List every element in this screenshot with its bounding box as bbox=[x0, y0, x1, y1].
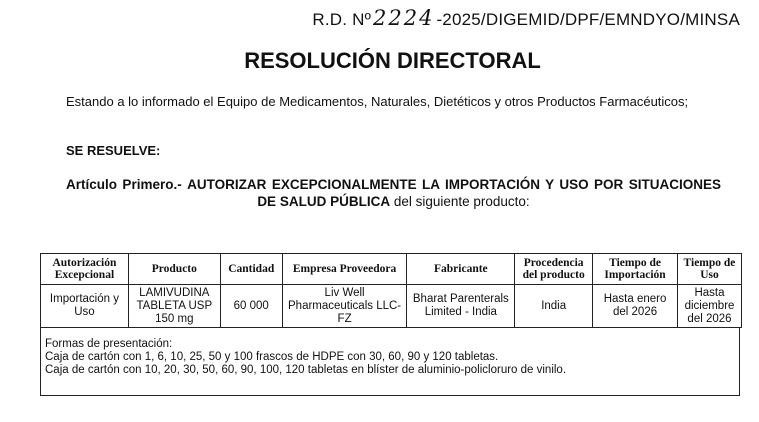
article-bold-text: AUTORIZAR EXCEPCIONALMENTE LA IMPORTACIÓN Y USO POR SITUACIONES DE SALUD PÚBLICA bbox=[187, 177, 721, 209]
se-resuelve-heading: SE RESUELVE: bbox=[66, 143, 161, 158]
header-fabricante: Fabricante bbox=[407, 254, 515, 285]
header-cantidad: Cantidad bbox=[220, 254, 282, 285]
document-title: RESOLUCIÓN DIRECTORAL bbox=[244, 48, 541, 73]
intro-paragraph: Estando a lo informado el Equipo de Medicamentos, Naturales, Dietéticos y otros Productos Farmacéuticos; bbox=[66, 94, 689, 109]
header-producto: Producto bbox=[128, 254, 220, 285]
forms-label: Formas de presentación: bbox=[45, 338, 173, 350]
product-table bbox=[40, 253, 742, 328]
rd-prefix: R.D. Nº bbox=[312, 10, 371, 29]
cell-tiempo-importacion: Hasta enero del 2026 bbox=[593, 285, 678, 328]
cell-cantidad: 60 000 bbox=[220, 285, 282, 328]
article-rest: del siguiente producto: bbox=[393, 194, 530, 209]
header-empresa: Empresa Proveedora bbox=[282, 254, 407, 285]
table-header-row bbox=[41, 254, 742, 285]
resolution-number bbox=[0, 6, 740, 30]
forms-line: Caja de cartón con 10, 20, 30, 50, 60, 90, 100, 120 tabletas en blíster de aluminio-policloruro de vinilo. bbox=[45, 364, 567, 376]
header-tiempo-uso: Tiempo de Uso bbox=[677, 254, 741, 285]
header-procedencia: Procedencia del producto bbox=[515, 254, 593, 285]
rd-handwritten-number: 2224 bbox=[372, 6, 435, 30]
cell-empresa: Liv Well Pharmaceuticals LLC-FZ bbox=[282, 285, 407, 328]
cell-autorizacion: Importación y Uso bbox=[41, 285, 129, 328]
rd-suffix: -2025/DIGEMID/DPF/EMNDYO/MINSA bbox=[436, 10, 740, 29]
article-first bbox=[66, 176, 721, 210]
cell-fabricante: Bharat Parenterals Limited - India bbox=[407, 285, 515, 328]
header-tiempo-importacion: Tiempo de Importación bbox=[593, 254, 678, 285]
table-row bbox=[41, 285, 742, 328]
cell-procedencia: India bbox=[515, 285, 593, 328]
header-autorizacion: Autorización Excepcional bbox=[41, 254, 129, 285]
presentation-forms-box bbox=[40, 328, 740, 396]
cell-producto: LAMIVUDINA TABLETA USP 150 mg bbox=[128, 285, 220, 328]
cell-tiempo-uso: Hasta diciembre del 2026 bbox=[677, 285, 741, 328]
forms-line: Caja de cartón con 1, 6, 10, 25, 50 y 100 frascos de HDPE con 30, 60, 90 y 120 tabletas. bbox=[45, 351, 499, 363]
article-lead: Artículo Primero.- bbox=[66, 177, 182, 192]
